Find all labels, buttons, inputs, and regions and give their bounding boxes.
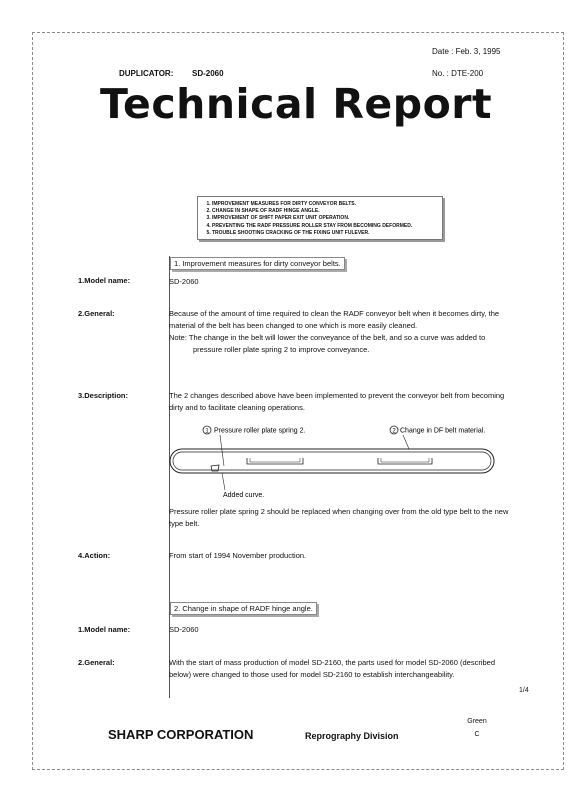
callout2-leader (403, 435, 409, 449)
summary-item: 5. TROUBLE SHOOTING CRACKING OF THE FIXING UNIT FULEVER. (212, 230, 442, 237)
page-number: 1/4 (519, 687, 529, 694)
general-label: 2.General: (78, 309, 115, 318)
general-text (169, 308, 514, 356)
summary-item: 1. IMPROVEMENT MEASURES FOR DIRTY CONVEYOR BELTS. (212, 201, 442, 208)
callout1-label: Pressure roller plate spring 2. (214, 427, 306, 435)
duplicator-label: DUPLICATOR: (119, 69, 174, 78)
action-label: 4.Action: (78, 551, 111, 560)
duplicator-model: SD-2060 (192, 69, 224, 78)
summary-item: 2. CHANGE IN SHAPE OF RADF HINGE ANGLE. (212, 208, 442, 215)
description-label: 3.Description: (78, 391, 129, 400)
callout1-leader (220, 435, 224, 466)
section2-general-text: With the start of mass production of model SD-2160, the parts used for model SD-2060 (described below) were changed to those used for model SD-2160 to establish interchangeability. (169, 658, 495, 679)
document-number: No. : DTE-200 (432, 69, 484, 78)
description-text: The 2 changes described above have been implemented to prevent the conveyor belt from becoming dirty and to facilitate cleaning operations. (169, 391, 505, 412)
page-title: Technical Report (100, 80, 493, 128)
division-name: Reprography Division (305, 731, 399, 741)
summary-box (197, 196, 443, 240)
belt-bracket (378, 458, 432, 464)
report-date: Date : Feb. 3, 1995 (432, 47, 501, 56)
color-note-line1: Green (467, 718, 487, 725)
model-name-value: SD-2060 (169, 277, 199, 286)
section2-general-label: 2.General: (78, 658, 115, 667)
callout2-label: Change in DF belt material. (400, 427, 486, 435)
roller-plate-bracket-inner (250, 458, 300, 462)
company-name: SHARP CORPORATION (108, 727, 254, 742)
section2-model-label: 1.Model name: (78, 625, 131, 634)
general-note: Note: The change in the belt will lower the conveyance of the belt, and so a curve was added to pressure roller plate spring 2 to improve conveyance. (169, 333, 486, 354)
summary-item: 3. IMPROVEMENT OF SHIFT PAPER EXIT UNIT OPERATION. (212, 215, 442, 222)
conveyor-belt-diagram (165, 424, 500, 504)
general-paragraph: Because of the amount of time required to clean the RADF conveyor belt when it becomes dirty, the material of the belt has been changed to one which is more easily cleaned. (169, 309, 500, 330)
added-curve-label: Added curve. (223, 492, 265, 499)
belt-bracket-inner (381, 458, 429, 462)
section2-title: 2. Change in shape of RADF hinge angle. (170, 602, 317, 615)
roller-plate-bracket (247, 458, 303, 464)
color-note-line2: C (474, 731, 480, 738)
summary-item: 4. PREVENTING THE RADF PRESSURE ROLLER STAY FROM BECOMING DEFORMED. (212, 223, 442, 230)
color-note (465, 715, 489, 741)
model-name-label: 1.Model name: (78, 276, 131, 285)
callout2-number: 2 (392, 428, 396, 435)
section1-title: 1. Improvement measures for dirty conveyor belts. (170, 257, 345, 270)
belt-inner (173, 452, 491, 470)
replacement-note: Pressure roller plate spring 2 should be replaced when changing over from the old type belt to the new type belt. (169, 507, 509, 528)
section2-model-value: SD-2060 (169, 625, 199, 634)
action-text: From start of 1994 November production. (169, 551, 307, 560)
callout1-number: 1 (205, 428, 209, 435)
added-curve-leader (222, 473, 225, 490)
